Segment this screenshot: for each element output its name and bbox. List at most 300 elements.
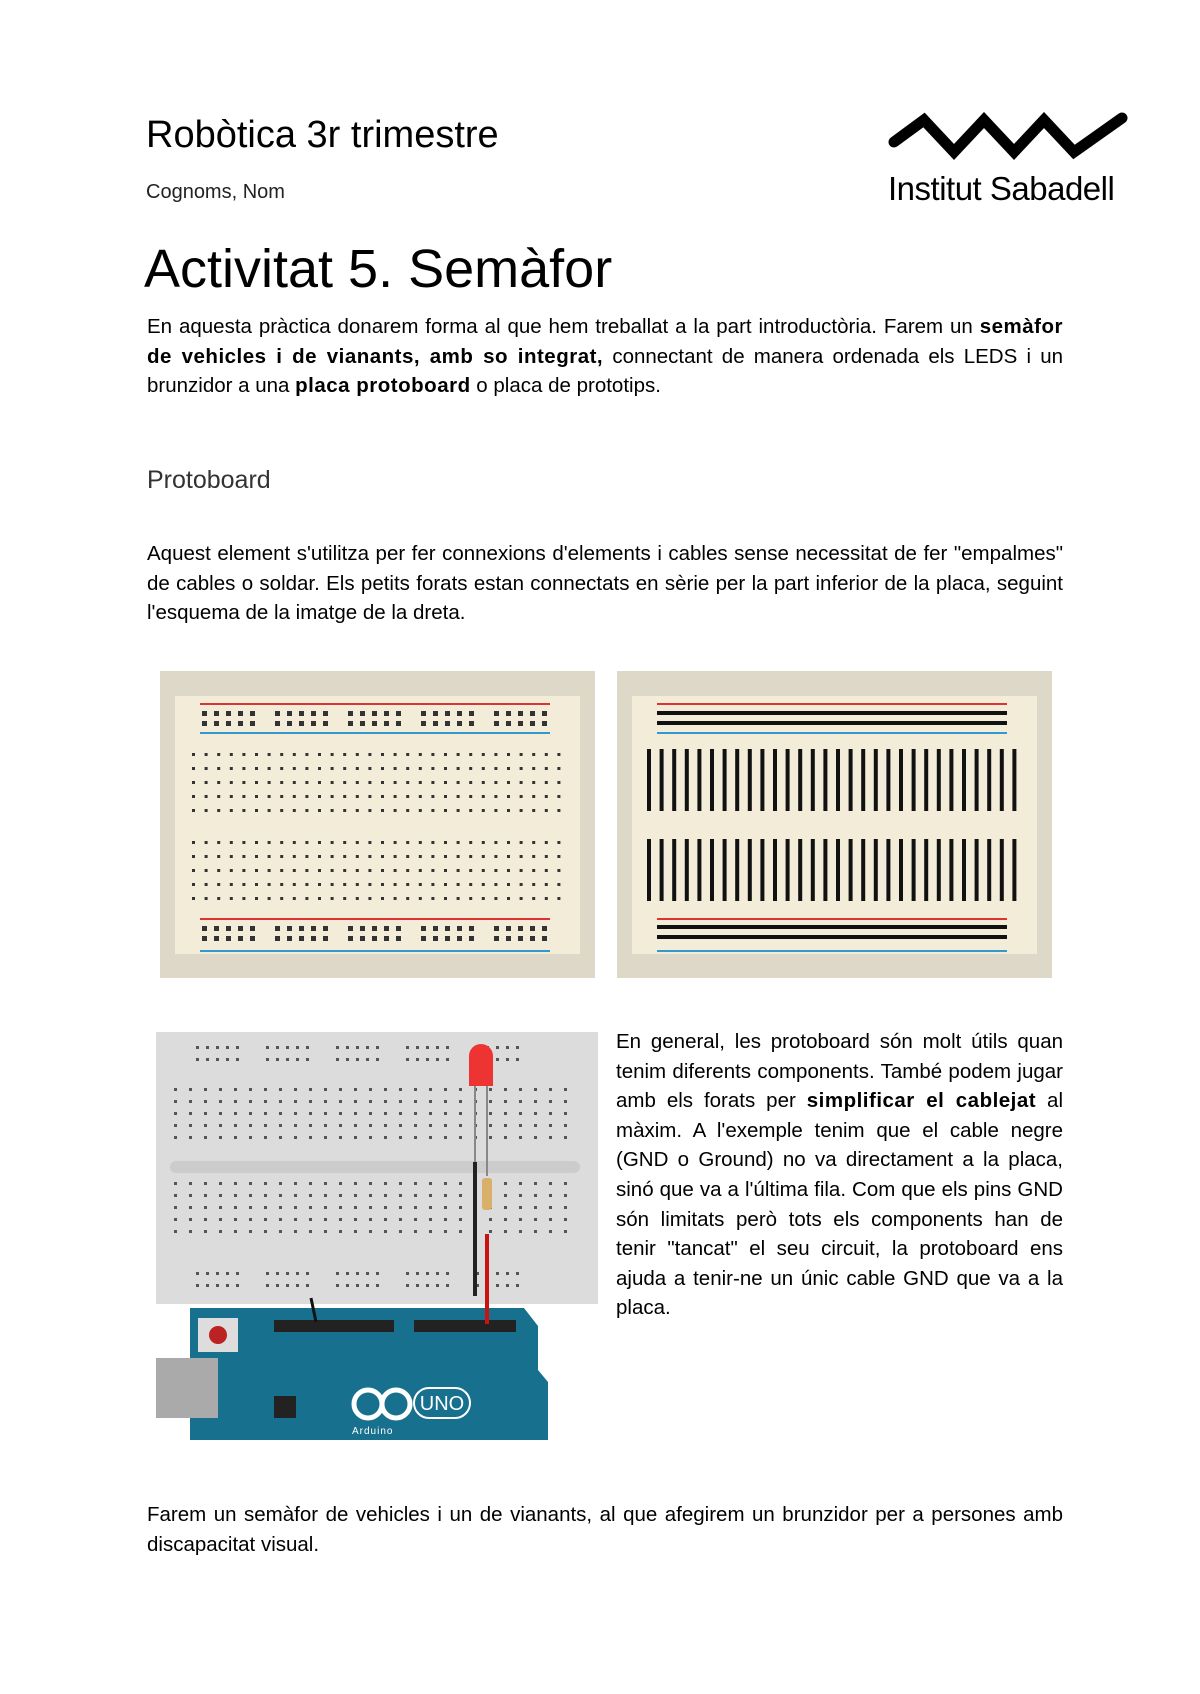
hole: [811, 749, 815, 811]
hole: [189, 1112, 192, 1115]
hole: [414, 1194, 417, 1197]
hole: [318, 795, 321, 798]
hole: [249, 1088, 252, 1091]
hole: [174, 1230, 177, 1233]
hole: [217, 809, 220, 812]
hole: [748, 839, 752, 901]
hole: [489, 1124, 492, 1127]
hole: [204, 1218, 207, 1221]
hole: [323, 926, 328, 931]
hole: [192, 855, 195, 858]
hole: [206, 1046, 209, 1049]
hole: [444, 1218, 447, 1221]
hole: [545, 897, 548, 900]
hole: [255, 753, 258, 756]
hole: [348, 721, 353, 726]
hole: [324, 1136, 327, 1139]
hole: [294, 1136, 297, 1139]
hole: [457, 753, 460, 756]
hole: [419, 767, 422, 770]
hole: [444, 809, 447, 812]
hole: [346, 1272, 349, 1275]
hole: [219, 1088, 222, 1091]
hole: [294, 1218, 297, 1221]
hole: [356, 841, 359, 844]
hole: [318, 855, 321, 858]
hole: [204, 1182, 207, 1185]
hole: [234, 1124, 237, 1127]
hole: [305, 841, 308, 844]
hole: [279, 1218, 282, 1221]
hole: [469, 795, 472, 798]
hole: [429, 1088, 432, 1091]
hole: [530, 936, 535, 941]
hole: [520, 869, 523, 872]
hole: [356, 795, 359, 798]
hole: [230, 869, 233, 872]
hole: [519, 1218, 522, 1221]
hole: [384, 711, 389, 716]
hole: [339, 1112, 342, 1115]
hole: [494, 936, 499, 941]
hole: [294, 1230, 297, 1233]
hole: [542, 936, 547, 941]
hole: [564, 1182, 567, 1185]
hole: [496, 1272, 499, 1275]
hole: [899, 749, 903, 811]
hole: [431, 767, 434, 770]
hole: [238, 711, 243, 716]
hole: [489, 1112, 492, 1115]
breadboard-connections-photo: [617, 671, 1052, 978]
hole: [204, 1136, 207, 1139]
hole: [564, 1088, 567, 1091]
hole: [192, 795, 195, 798]
hole: [549, 1230, 552, 1233]
hole: [444, 855, 447, 858]
hole: [912, 749, 916, 811]
hole: [219, 1112, 222, 1115]
hole: [305, 767, 308, 770]
hole: [381, 781, 384, 784]
hole: [219, 1230, 222, 1233]
hole: [406, 767, 409, 770]
hole: [234, 1136, 237, 1139]
text: En aquesta pràctica donarem forma al que hem treballat a la part introductòria. Farem un: [147, 315, 980, 338]
hole: [293, 869, 296, 872]
hole: [217, 869, 220, 872]
hole: [255, 883, 258, 886]
hole: [419, 753, 422, 756]
hole: [416, 1058, 419, 1061]
hole: [494, 767, 497, 770]
hole: [255, 897, 258, 900]
hole: [249, 1206, 252, 1209]
hole: [294, 1124, 297, 1127]
hole: [354, 1182, 357, 1185]
hole: [494, 841, 497, 844]
hole: [406, 1284, 409, 1287]
hole: [532, 809, 535, 812]
hole: [174, 1088, 177, 1091]
hole: [494, 897, 497, 900]
hole: [446, 1272, 449, 1275]
hole: [214, 721, 219, 726]
hole: [381, 841, 384, 844]
hole: [204, 1124, 207, 1127]
hole: [421, 721, 426, 726]
hole: [206, 1272, 209, 1275]
hole: [557, 795, 560, 798]
hole: [520, 809, 523, 812]
hole: [504, 1112, 507, 1115]
hole: [798, 839, 802, 901]
hole: [431, 753, 434, 756]
hole: [504, 1194, 507, 1197]
hole: [356, 897, 359, 900]
hole: [874, 749, 878, 811]
hole: [419, 809, 422, 812]
hole: [217, 883, 220, 886]
hole: [444, 897, 447, 900]
hole: [444, 1194, 447, 1197]
hole: [557, 841, 560, 844]
hole: [406, 897, 409, 900]
hole: [861, 839, 865, 901]
hole: [202, 926, 207, 931]
hole: [516, 1284, 519, 1287]
hole: [469, 841, 472, 844]
hole: [545, 855, 548, 858]
hole: [324, 1194, 327, 1197]
hole: [735, 749, 739, 811]
hole: [299, 721, 304, 726]
hole: [230, 809, 233, 812]
hole: [384, 1218, 387, 1221]
hole: [205, 809, 208, 812]
hole: [280, 809, 283, 812]
hole: [444, 1182, 447, 1185]
hole: [268, 869, 271, 872]
hole: [249, 1112, 252, 1115]
hole: [549, 1206, 552, 1209]
hole: [545, 781, 548, 784]
hole: [534, 1100, 537, 1103]
hole: [196, 1272, 199, 1275]
hole: [294, 1182, 297, 1185]
hole: [823, 839, 827, 901]
hole: [507, 883, 510, 886]
hole: [532, 767, 535, 770]
hole: [672, 839, 676, 901]
hole: [268, 841, 271, 844]
hole: [318, 767, 321, 770]
hole: [189, 1088, 192, 1091]
hole: [324, 1112, 327, 1115]
hole: [354, 1206, 357, 1209]
hole: [376, 1058, 379, 1061]
hole: [384, 1136, 387, 1139]
bold-text: semàfor de vehicles i de vianants, amb so integrat,: [147, 315, 1063, 368]
hole: [356, 1272, 359, 1275]
hole: [234, 1100, 237, 1103]
logo-text: Institut Sabadell: [888, 170, 1115, 207]
hole: [384, 1230, 387, 1233]
hole: [482, 855, 485, 858]
hole: [811, 839, 815, 901]
hole: [217, 781, 220, 784]
hole: [306, 1284, 309, 1287]
hole: [419, 795, 422, 798]
hole: [255, 855, 258, 858]
hole: [384, 1124, 387, 1127]
hole: [549, 1100, 552, 1103]
hole: [394, 883, 397, 886]
hole: [205, 753, 208, 756]
hole: [506, 1046, 509, 1049]
hole: [202, 711, 207, 716]
final-paragraph: Farem un semàfor de vehicles i un de vianants, al que afegirem un brunzidor per a persones amb discapacitat visual.: [147, 1503, 1063, 1556]
hole: [230, 781, 233, 784]
hole: [506, 1284, 509, 1287]
hole: [444, 883, 447, 886]
hole: [399, 1182, 402, 1185]
hole: [459, 1124, 462, 1127]
hole: [339, 1182, 342, 1185]
hole: [549, 1218, 552, 1221]
hole: [255, 869, 258, 872]
hole: [384, 1182, 387, 1185]
hole: [306, 1272, 309, 1275]
hole: [189, 1136, 192, 1139]
hole: [457, 883, 460, 886]
hole: [949, 749, 953, 811]
hole: [433, 936, 438, 941]
hole: [339, 1206, 342, 1209]
hole: [384, 1206, 387, 1209]
bold-text: simplificar el cablejat: [806, 1089, 1037, 1113]
hole: [204, 1194, 207, 1197]
hole: [280, 767, 283, 770]
zigzag-logo-icon: [886, 112, 1130, 167]
hole: [268, 855, 271, 858]
hole: [431, 855, 434, 858]
hole: [394, 897, 397, 900]
hole: [356, 855, 359, 858]
hole: [444, 795, 447, 798]
breadboard-photo: [160, 671, 595, 978]
hole: [444, 1136, 447, 1139]
hole: [469, 926, 474, 931]
hole: [266, 1272, 269, 1275]
hole: [368, 767, 371, 770]
hole: [518, 926, 523, 931]
hole: [489, 1136, 492, 1139]
hole: [399, 1112, 402, 1115]
hole: [293, 809, 296, 812]
hole: [496, 1058, 499, 1061]
hole: [406, 781, 409, 784]
hole: [202, 721, 207, 726]
hole: [305, 753, 308, 756]
hole: [368, 795, 371, 798]
hole: [542, 711, 547, 716]
hole: [336, 1284, 339, 1287]
hole: [660, 749, 664, 811]
hole: [369, 1218, 372, 1221]
hole: [204, 1206, 207, 1209]
hole: [366, 1058, 369, 1061]
hole: [949, 839, 953, 901]
hole: [436, 1046, 439, 1049]
hole: [279, 1124, 282, 1127]
hole: [429, 1136, 432, 1139]
hole: [507, 781, 510, 784]
hole: [287, 711, 292, 716]
hole: [507, 869, 510, 872]
hole: [760, 839, 764, 901]
hole: [384, 1112, 387, 1115]
hole: [457, 795, 460, 798]
hole: [469, 721, 474, 726]
hole: [305, 795, 308, 798]
hole: [309, 1182, 312, 1185]
hole: [399, 1218, 402, 1221]
hole: [217, 767, 220, 770]
hole: [494, 869, 497, 872]
hole: [286, 1058, 289, 1061]
hole: [399, 1194, 402, 1197]
hole: [280, 855, 283, 858]
hole: [469, 897, 472, 900]
hole: [406, 753, 409, 756]
hole: [381, 809, 384, 812]
hole: [339, 1136, 342, 1139]
hole: [279, 1230, 282, 1233]
hole: [279, 1112, 282, 1115]
hole: [372, 926, 377, 931]
hole: [368, 753, 371, 756]
hole: [279, 1136, 282, 1139]
hole: [230, 883, 233, 886]
hole: [786, 839, 790, 901]
hole: [760, 749, 764, 811]
hole: [264, 1100, 267, 1103]
hole: [189, 1218, 192, 1221]
hole: [564, 1112, 567, 1115]
hole: [234, 1112, 237, 1115]
hole: [431, 897, 434, 900]
hole: [504, 1124, 507, 1127]
hole: [924, 839, 928, 901]
hole: [339, 1124, 342, 1127]
hole: [494, 883, 497, 886]
hole: [236, 1058, 239, 1061]
hole: [331, 841, 334, 844]
hole: [216, 1046, 219, 1049]
hole: [394, 809, 397, 812]
hole: [299, 711, 304, 716]
hole: [507, 809, 510, 812]
hole: [205, 767, 208, 770]
hole: [356, 753, 359, 756]
hole: [242, 809, 245, 812]
hole: [192, 781, 195, 784]
hole: [276, 1284, 279, 1287]
hole: [419, 841, 422, 844]
hole: [294, 1206, 297, 1209]
hole: [469, 936, 474, 941]
hole: [482, 883, 485, 886]
hole: [381, 795, 384, 798]
hole: [368, 855, 371, 858]
hole: [534, 1194, 537, 1197]
hole: [376, 1046, 379, 1049]
hole: [275, 711, 280, 716]
hole: [457, 869, 460, 872]
hole: [354, 1230, 357, 1233]
hole: [532, 795, 535, 798]
hole: [396, 936, 401, 941]
hole: [217, 753, 220, 756]
hole: [489, 1218, 492, 1221]
hole: [234, 1230, 237, 1233]
hole: [406, 1046, 409, 1049]
hole: [196, 1046, 199, 1049]
hole: [532, 883, 535, 886]
hole: [494, 926, 499, 931]
hole: [532, 869, 535, 872]
hole: [520, 841, 523, 844]
hole: [369, 1182, 372, 1185]
hole: [444, 1124, 447, 1127]
hole: [219, 1218, 222, 1221]
hole: [189, 1230, 192, 1233]
hole: [504, 1136, 507, 1139]
hole: [286, 1046, 289, 1049]
hole: [293, 855, 296, 858]
hole: [416, 1272, 419, 1275]
activity-title: Activitat 5. Semàfor: [144, 239, 613, 299]
hole: [384, 1194, 387, 1197]
hole: [309, 1124, 312, 1127]
hole: [469, 781, 472, 784]
hole: [496, 1046, 499, 1049]
hole: [549, 1124, 552, 1127]
hole: [346, 1284, 349, 1287]
hole: [381, 855, 384, 858]
hole: [214, 936, 219, 941]
hole: [381, 883, 384, 886]
hole: [368, 897, 371, 900]
hole: [324, 1230, 327, 1233]
hole: [311, 936, 316, 941]
hole: [343, 855, 346, 858]
hole: [504, 1206, 507, 1209]
hole: [264, 1218, 267, 1221]
hole: [429, 1100, 432, 1103]
hole: [293, 753, 296, 756]
hole: [174, 1194, 177, 1197]
hole: [226, 1058, 229, 1061]
hole: [396, 926, 401, 931]
hole: [406, 809, 409, 812]
hole: [236, 1272, 239, 1275]
bold-text: placa protoboard: [295, 374, 471, 398]
hole: [421, 926, 426, 931]
hole: [369, 1088, 372, 1091]
hole: [507, 753, 510, 756]
